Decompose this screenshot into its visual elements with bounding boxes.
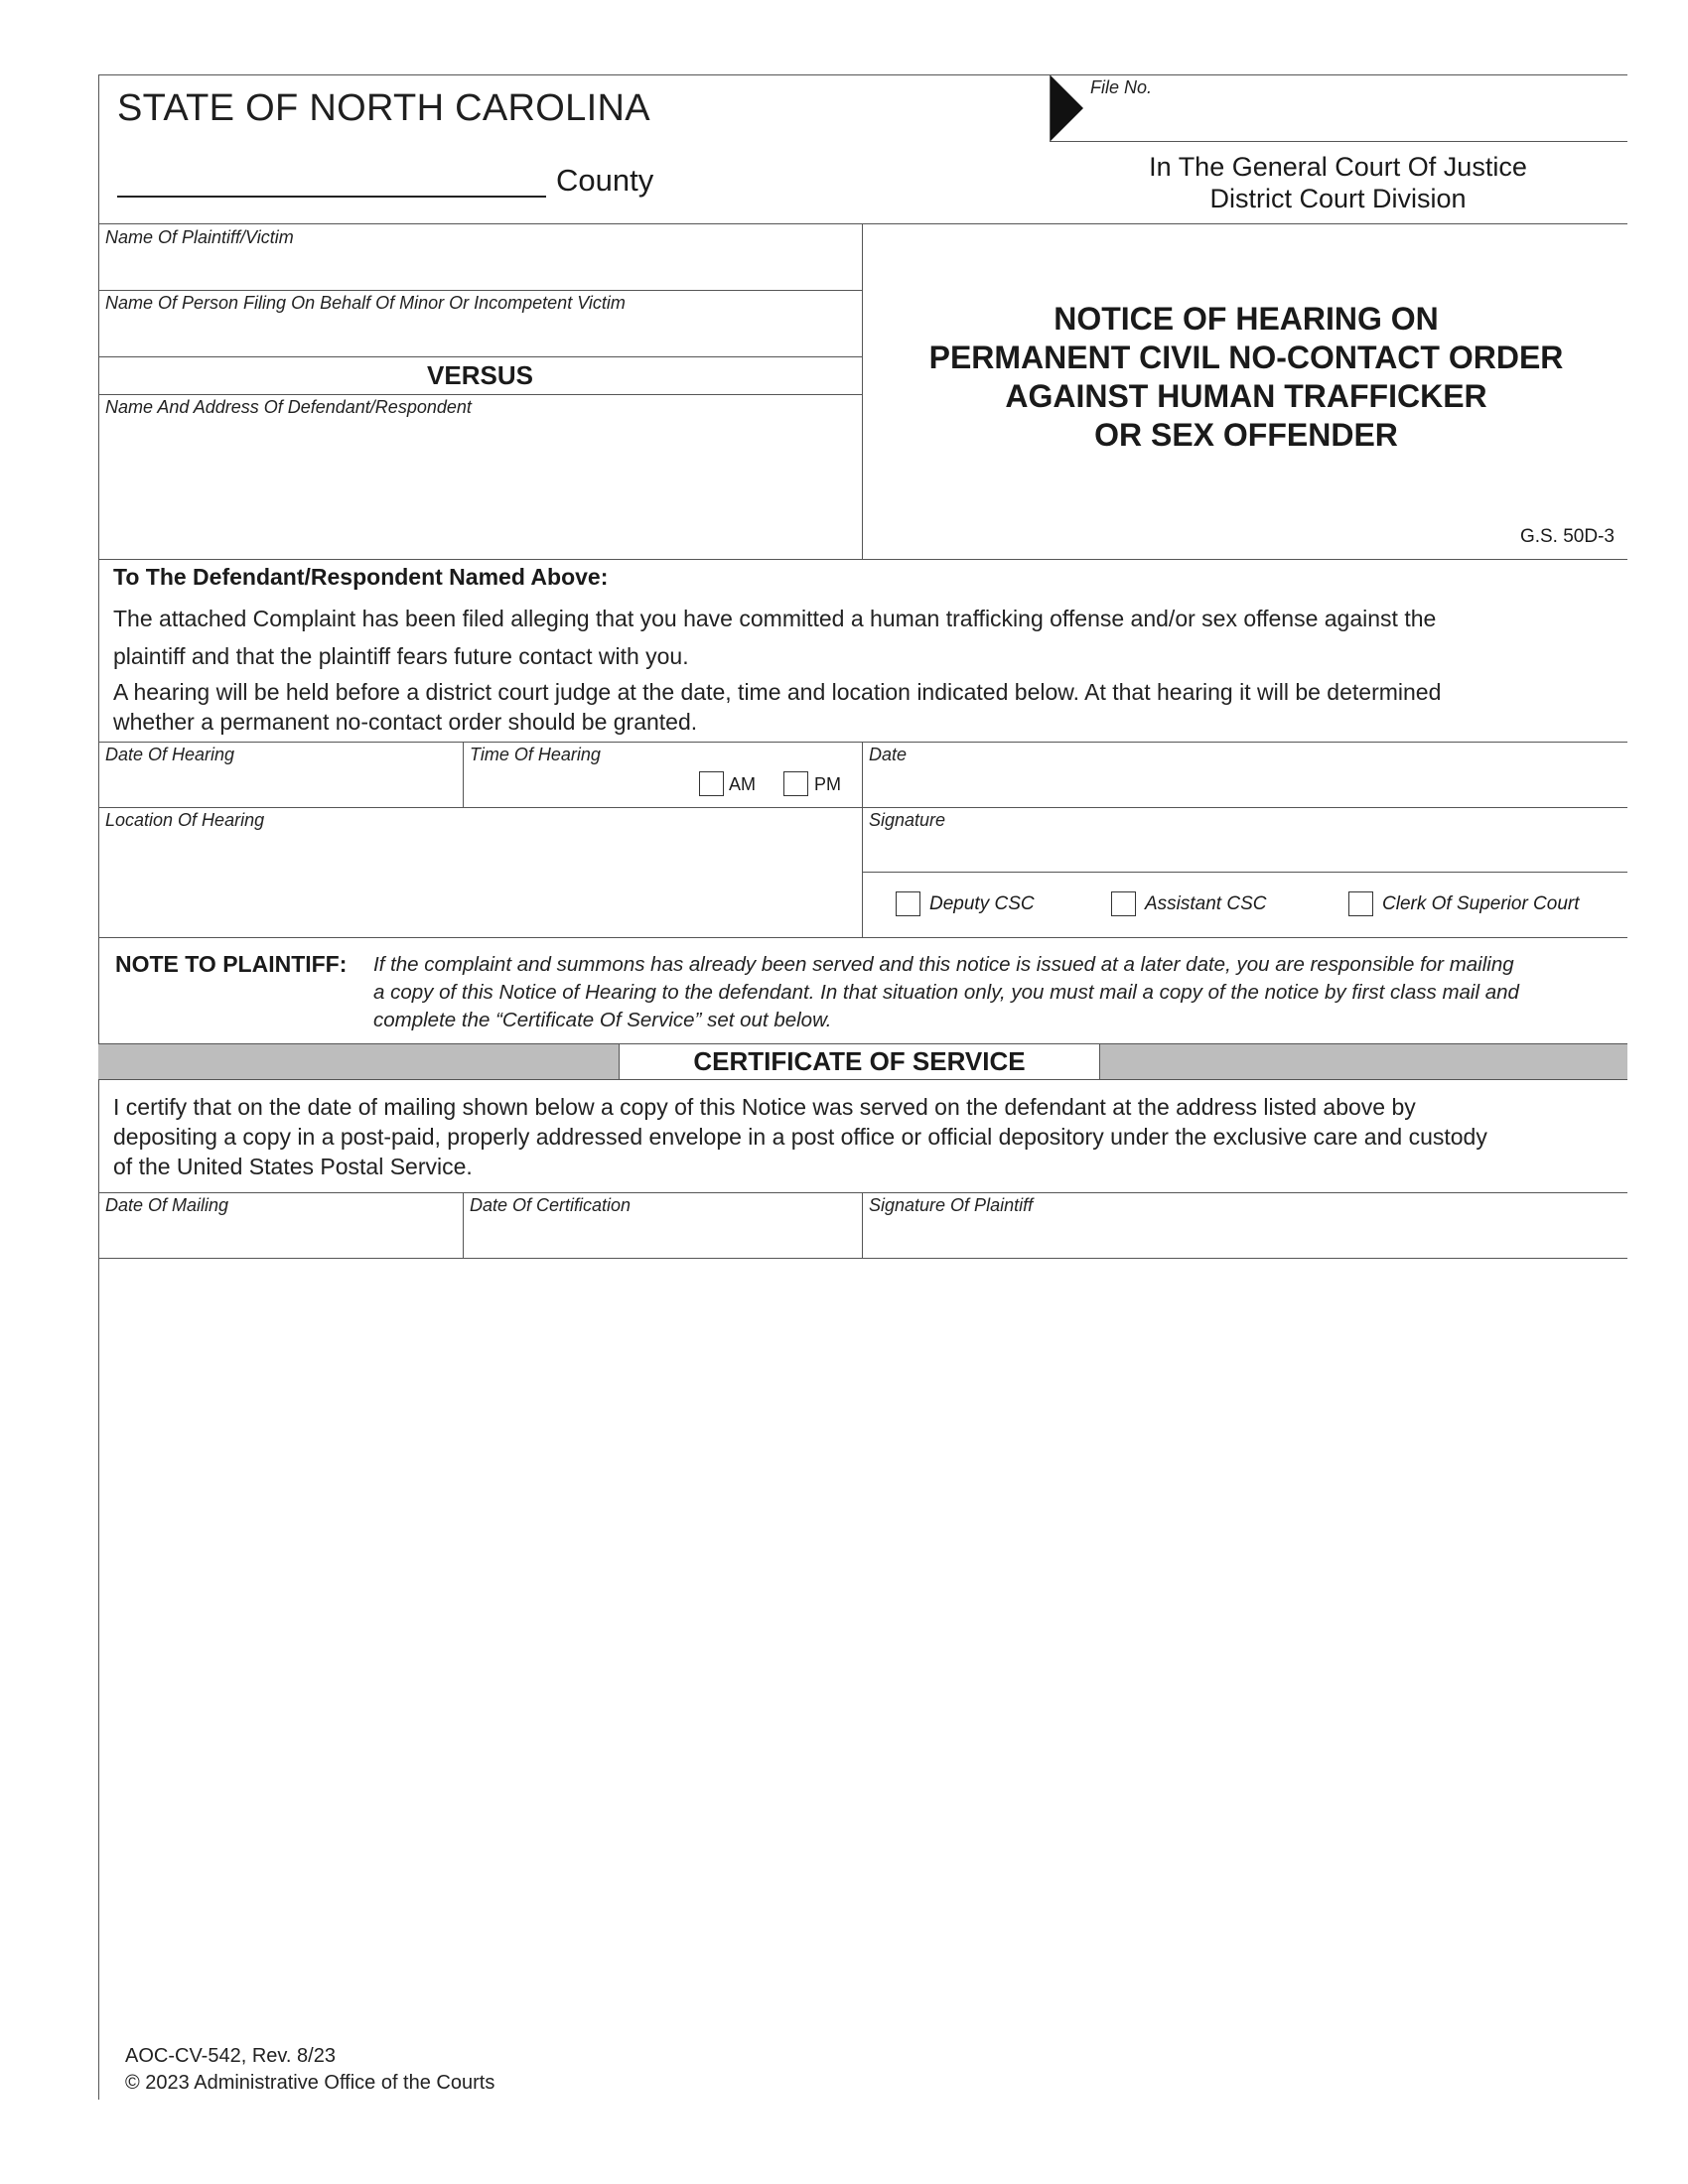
filer-label: Name Of Person Filing On Behalf Of Minor Or Incompetent Victim [105,293,626,313]
hearing-divider-1 [463,742,464,807]
signature-of-plaintiff-field[interactable] [868,1217,1622,1255]
date-of-mailing-label: Date Of Mailing [105,1195,229,1215]
plaintiff-label: Name Of Plaintiff/Victim [105,227,294,247]
date-label: Date [869,745,908,764]
notice-p2-line-2: whether a permanent no-contact order should be granted. [113,709,698,735]
file-box-bottom [1050,141,1627,142]
file-number-field[interactable] [1084,97,1625,141]
hearing-bottom-rule [98,937,1627,938]
hearing-mid-rule [98,807,1627,808]
certificate-heading: CERTIFICATE OF SERVICE [693,1046,1026,1076]
notice-p1-line-2: plaintiff and that the plaintiff fears future contact with you. [113,643,689,669]
mailing-divider-2 [862,1192,863,1258]
form-title-line-3: AGAINST HUMAN TRAFFICKER [1005,378,1487,414]
time-of-hearing-label: Time Of Hearing [470,745,601,764]
plaintiff-rule [98,290,862,291]
statute-reference: G.S. 50D-3 [1519,526,1615,547]
signature-of-plaintiff-label: Signature Of Plaintiff [869,1195,1034,1215]
notice-paragraph-2 [113,677,1622,737]
deputy-csc-checkbox[interactable] [896,891,920,916]
clerk-superior-court-label: Clerk Of Superior Court [1382,893,1580,914]
note-body [373,951,1626,1034]
location-of-hearing-label: Location Of Hearing [105,810,265,830]
notice-paragraph-1 [113,600,1622,675]
versus-heading: VERSUS [427,360,533,390]
assistant-csc-checkbox[interactable] [1111,891,1136,916]
deputy-csc-label: Deputy CSC [929,893,1035,914]
plaintiff-field[interactable] [103,248,858,288]
date-of-mailing-field[interactable] [103,1217,457,1255]
clerk-superior-court-checkbox[interactable] [1348,891,1373,916]
pm-label: PM [814,774,841,794]
court-name [1062,151,1614,214]
parties-bottom-rule [98,559,1627,560]
defendant-label: Name And Address Of Defendant/Respondent [105,397,472,417]
file-number-arrow-icon [1050,74,1083,142]
note-line-3: complete the “Certificate Of Service” set out below. [373,1009,832,1031]
defendant-field[interactable] [103,419,858,554]
versus-rule [98,394,862,395]
county-name-line[interactable] [117,196,546,198]
certificate-line-2: depositing a copy in a post-paid, properly addressed envelope in a post office or official depository under the exclusive care and custody [113,1124,1487,1150]
file-box-left [1050,74,1051,142]
court-line-2: District Court Division [1209,184,1467,213]
am-label: AM [729,774,756,794]
notice-heading: To The Defendant/Respondent Named Above: [113,564,609,590]
certificate-line-1: I certify that on the date of mailing shown below a copy of this Notice was served on the defendant at the address listed above by [113,1094,1416,1120]
header-bottom-rule [98,223,1627,224]
date-of-certification-label: Date Of Certification [470,1195,632,1215]
signature-field[interactable] [868,832,1622,868]
mailing-divider-1 [463,1192,464,1258]
certificate-body [113,1092,1622,1181]
certificate-band-right [1100,1043,1627,1080]
mailing-top-rule [98,1192,1627,1193]
state-title: STATE OF NORTH CAROLINA [117,87,650,129]
am-checkbox[interactable] [699,771,724,796]
note-line-1: If the complaint and summons has already been served and this notice is issued at a later date, you are responsible for mailing [373,953,1514,976]
court-line-1: In The General Court Of Justice [1149,152,1527,182]
notice-p1-line-1: The attached Complaint has been filed alleging that you have committed a human trafficking offense and/or sex offense against the [113,606,1437,631]
form-id: AOC-CV-542, Rev. 8/23 [125,2045,336,2067]
hearing-top-rule [98,742,1627,743]
certificate-line-3: of the United States Postal Service. [113,1154,473,1179]
form-title-line-1: NOTICE OF HEARING ON [1054,301,1439,337]
mailing-bottom-rule [98,1258,1627,1259]
date-of-certification-field[interactable] [469,1217,856,1255]
location-of-hearing-field[interactable] [103,832,856,933]
file-number-label: File No. [1090,77,1153,97]
filer-rule [98,356,862,357]
form-title [864,300,1628,455]
certificate-band-left [98,1043,619,1080]
date-field[interactable] [868,766,1622,804]
hearing-divider-2 [862,742,863,937]
time-of-hearing-field[interactable] [469,766,695,804]
signature-label: Signature [869,810,946,830]
assistant-csc-label: Assistant CSC [1145,893,1267,914]
notice-p2-line-1: A hearing will be held before a district court judge at the date, time and location indicated below. At that hearing it will be determined [113,679,1442,705]
county-label: County [556,163,654,198]
form-title-line-2: PERMANENT CIVIL NO-CONTACT ORDER [928,340,1564,375]
note-line-2: a copy of this Notice of Hearing to the defendant. In that situation only, you must mail a copy of the notice by first class mail and [373,981,1519,1004]
signature-rule [862,872,1627,873]
certificate-heading-box [619,1043,1100,1080]
copyright: © 2023 Administrative Office of the Courts [125,2072,495,2094]
parties-title-divider [862,223,863,559]
filer-field[interactable] [103,314,858,353]
note-heading: NOTE TO PLAINTIFF: [115,951,348,977]
form-title-line-4: OR SEX OFFENDER [1094,417,1398,453]
pm-checkbox[interactable] [783,771,808,796]
top-border [98,74,1627,75]
form-footer [125,2043,494,2097]
date-of-hearing-label: Date Of Hearing [105,745,235,764]
date-of-hearing-field[interactable] [103,766,457,804]
